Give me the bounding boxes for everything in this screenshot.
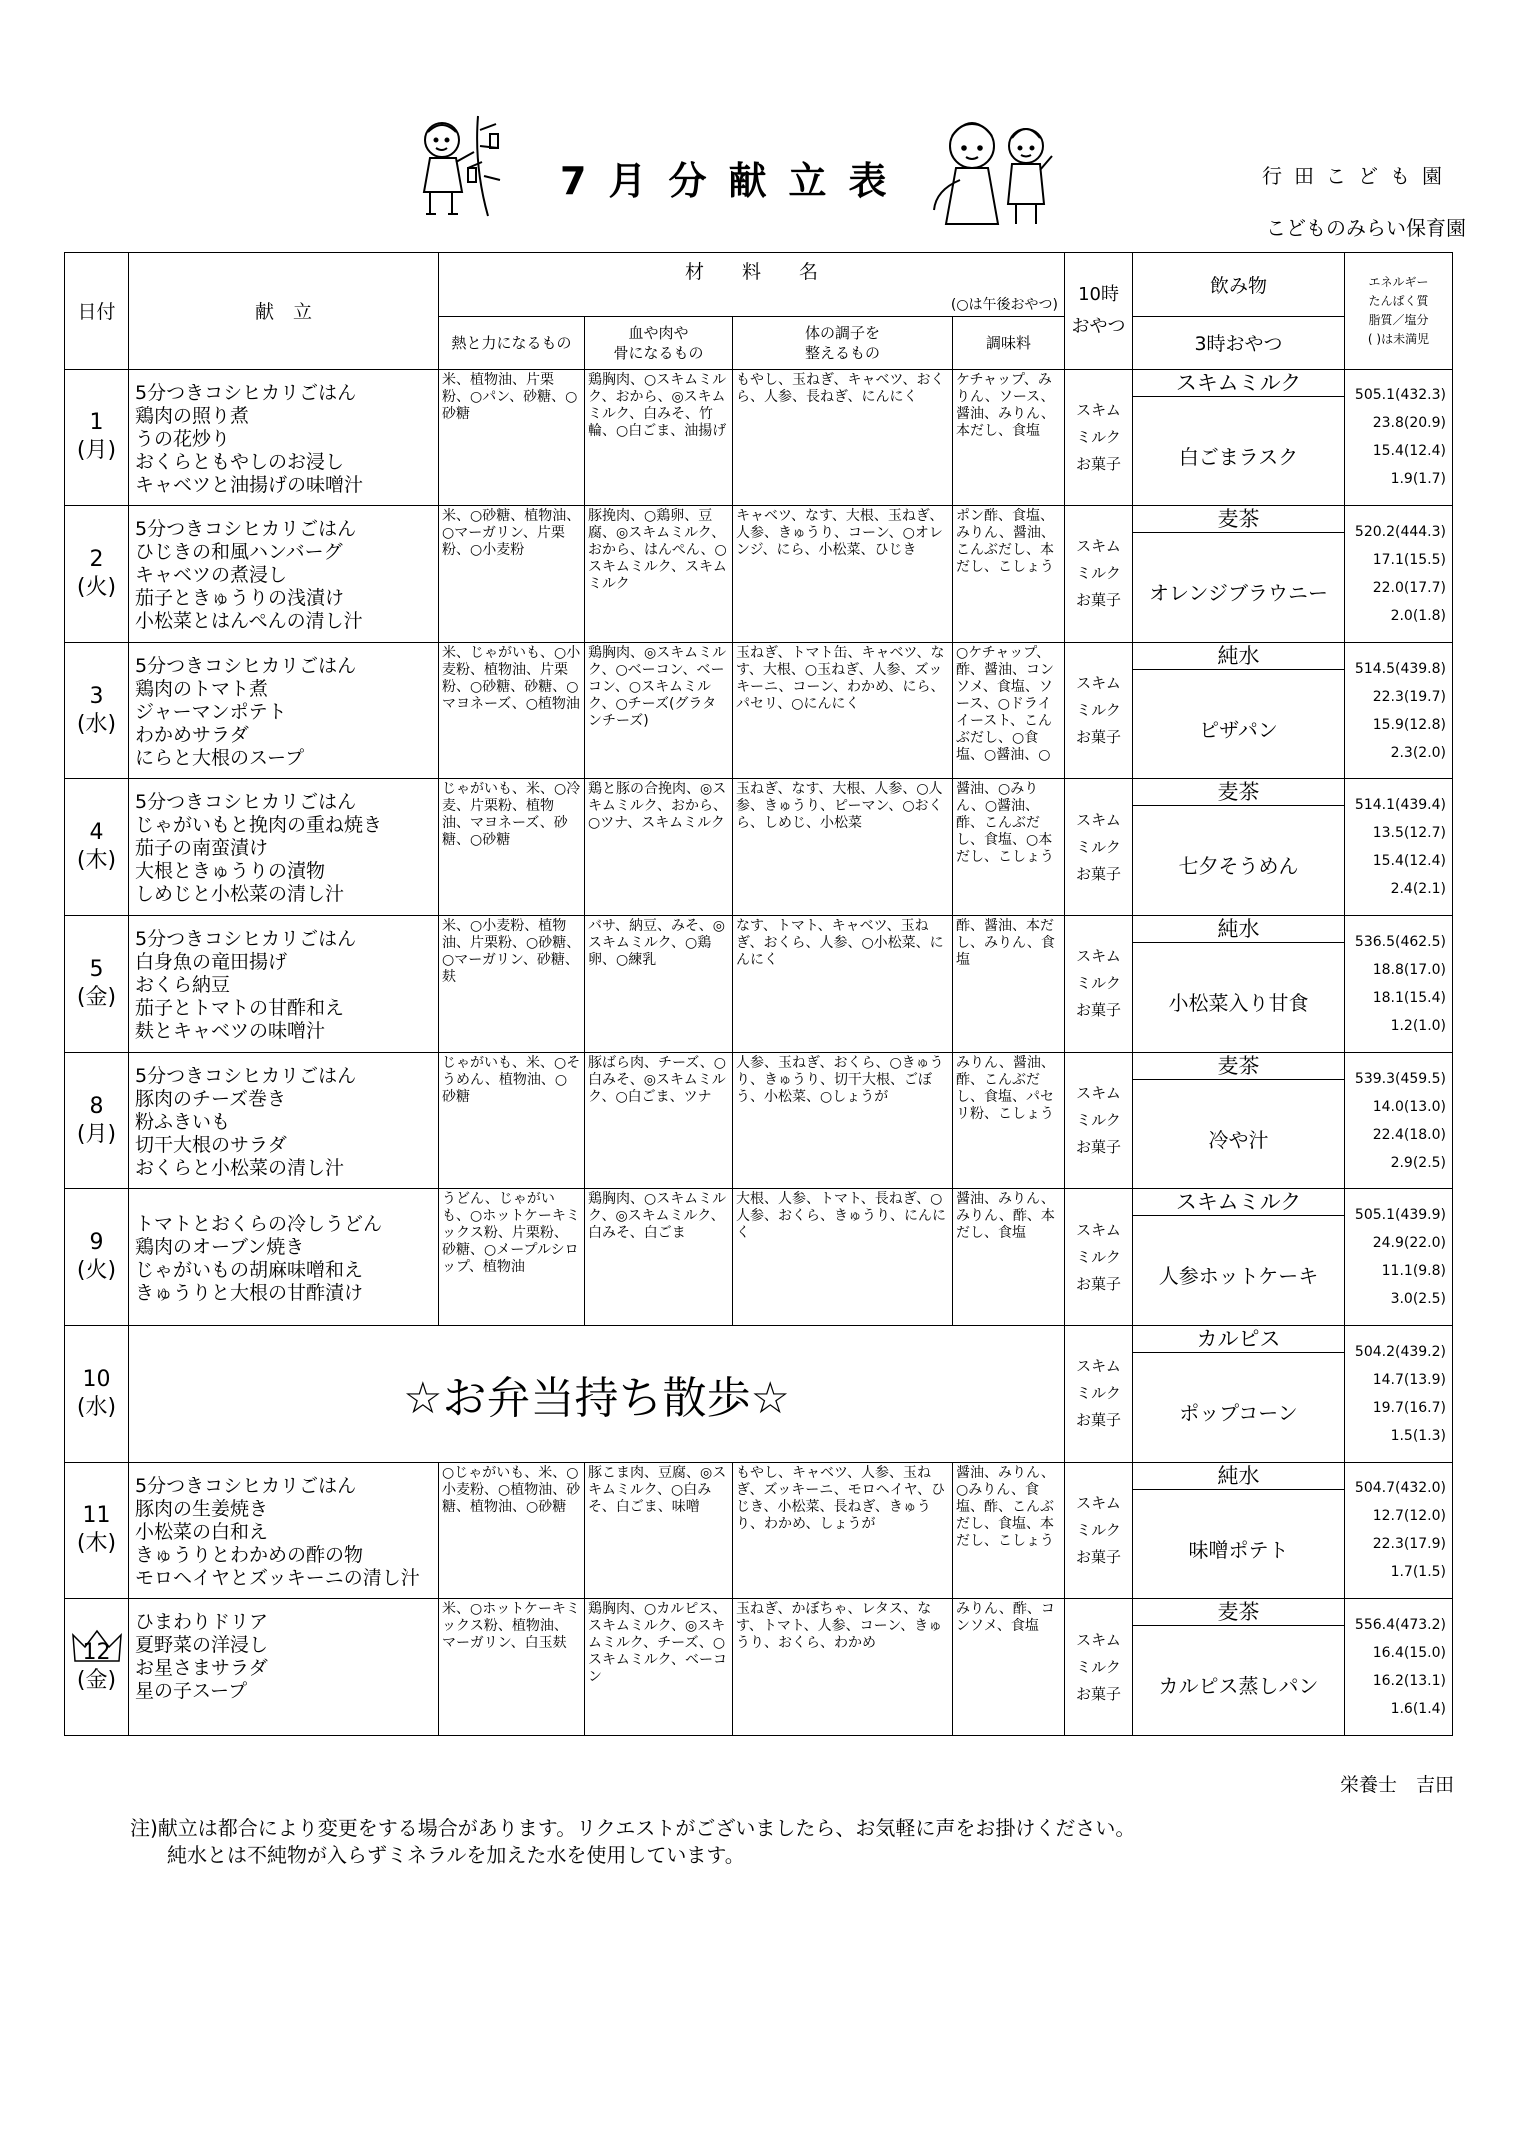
salt-value: 2.3(2.0) (1390, 744, 1447, 761)
dish: 大根ときゅうりの漬物 (135, 860, 326, 883)
day-number: 1 (89, 410, 104, 436)
body-ingredients: バサ、納豆、みそ、◎スキムミルク、○鶏卵、○練乳 (585, 916, 733, 1053)
day-of-week: (火) (76, 1258, 117, 1284)
dish: 星の子スープ (135, 1680, 248, 1703)
day-of-week: (金) (76, 984, 117, 1010)
table-row (65, 506, 1453, 643)
drink: 純水 (1133, 643, 1344, 670)
header-nutrition (1345, 253, 1453, 370)
dish: じゃがいもの胡麻味噌和え (135, 1259, 364, 1282)
nutrition-cell (1345, 642, 1453, 779)
date-cell (65, 1326, 129, 1463)
page-title: 7月分献立表 (560, 159, 909, 203)
energy-ingredients: 米、○砂糖、植物油、○マーガリン、片栗粉、○小麦粉 (439, 506, 585, 643)
energy-value: 504.2(439.2) (1354, 1343, 1447, 1360)
energy-ingredients: 米、○小麦粉、植物油、片栗粉、○砂糖、○マーガリン、砂糖、麸 (439, 916, 585, 1053)
drink-snack-cell (1133, 1599, 1345, 1736)
dish: トマトとおくらの冷しうどん (135, 1213, 383, 1236)
dish-list (129, 642, 439, 779)
snack10-cell (1065, 779, 1133, 916)
dish: 5分つきコシヒカリごはん (135, 381, 357, 404)
dish: キャベツの煮浸し (135, 564, 288, 587)
dish-list (129, 1599, 439, 1736)
header-snack10-1: 10時 (1078, 283, 1119, 305)
dish: 5分つきコシヒカリごはん (135, 928, 357, 951)
protein-value: 18.8(17.0) (1372, 961, 1447, 978)
drink: 麦茶 (1133, 1053, 1344, 1080)
nutrition-cell (1345, 916, 1453, 1053)
header-body-food (585, 317, 733, 369)
snack3: ポップコーン (1179, 1401, 1298, 1426)
fat-value: 15.4(12.4) (1372, 443, 1447, 460)
salt-value: 1.9(1.7) (1390, 471, 1447, 488)
energy-ingredients: ○じゃがいも、米、○小麦粉、○植物油、砂糖、植物油、○砂糖 (439, 1462, 585, 1599)
energy-ingredients: 米、じゃがいも、○小麦粉、植物油、片栗粉、○砂糖、砂糖、○マヨネーズ、○植物油 (439, 642, 585, 779)
drink: スキムミルク (1133, 1189, 1344, 1216)
drink-snack-cell (1133, 1189, 1345, 1326)
dish: 白身魚の竜田揚げ (135, 951, 288, 974)
snack10-line: お菓子 (1076, 1138, 1122, 1157)
snack10-line: ミルク (1076, 1520, 1121, 1539)
day-number: 11 (82, 1503, 111, 1529)
snack10-cell (1065, 1189, 1133, 1326)
snack3: 小松菜入り甘食 (1168, 991, 1309, 1016)
body-ingredients: 鶏胸肉、○カルピス、スキムミルク、◎スキムミルク、チーズ、○スキムミルク、ベーコン (585, 1599, 733, 1736)
table-row (65, 642, 1453, 779)
protein-value: 23.8(20.9) (1372, 415, 1447, 432)
table-row (65, 916, 1453, 1053)
drink: 麦茶 (1133, 1599, 1344, 1626)
nutrition-cell (1345, 1462, 1453, 1599)
dish: わかめサラダ (135, 723, 249, 746)
dish: しめじと小松菜の清し汁 (135, 883, 345, 906)
snack10-line: ミルク (1076, 974, 1121, 993)
energy-value: 536.5(462.5) (1354, 933, 1447, 950)
date-cell (65, 506, 129, 643)
header-drink: 飲み物 (1133, 253, 1345, 317)
date-cell (65, 1189, 129, 1326)
salt-value: 1.5(1.3) (1390, 1427, 1447, 1444)
date-cell (65, 1599, 129, 1736)
snack10-cell (1065, 916, 1133, 1053)
snack10-line: ミルク (1076, 1657, 1121, 1676)
nutrition-cell (1345, 1052, 1453, 1189)
fat-value: 22.4(18.0) (1372, 1126, 1447, 1143)
energy-value: 504.7(432.0) (1354, 1480, 1447, 1497)
snack10-line: お菓子 (1076, 454, 1122, 473)
dish: 切干大根のサラダ (135, 1133, 287, 1156)
nutrition-cell (1345, 369, 1453, 506)
table-row (65, 1599, 1453, 1736)
orihime-hikoboshi-illustration (930, 110, 1060, 230)
drink: カルピス (1133, 1326, 1344, 1353)
energy-value: 505.1(432.3) (1354, 387, 1447, 404)
day-of-week: (金) (76, 1668, 117, 1694)
dish: 夏野菜の洋浸し (135, 1634, 269, 1657)
snack10-line: お菓子 (1076, 1001, 1122, 1020)
fat-value: 19.7(16.7) (1372, 1399, 1447, 1416)
seasonings: ポン酢、食塩、みりん、醤油、こんぶだし、本だし、こしょう (953, 506, 1065, 643)
snack10-line: スキム (1076, 810, 1121, 829)
snack10-line: ミルク (1076, 427, 1121, 446)
snack10-line: お菓子 (1076, 864, 1122, 883)
dish-list (129, 1189, 439, 1326)
dish: 小松菜とはんぺんの清し汁 (135, 610, 363, 633)
header-energy-food: 熱と力になるもの (439, 317, 585, 369)
energy-ingredients: じゃがいも、米、○冷麦、片栗粉、植物油、マヨネーズ、砂糖、○砂糖 (439, 779, 585, 916)
header-materials-label: 材 料 名 (685, 261, 819, 283)
tone-ingredients: 玉ねぎ、トマト缶、キャベツ、なす、大根、○玉ねぎ、人参、ズッキーニ、コーン、わかめ、にら、パセリ、○にんにく (733, 642, 953, 779)
salt-value: 1.6(1.4) (1390, 1701, 1447, 1718)
snack3: ピザパン (1199, 717, 1278, 742)
drink-snack-cell (1133, 369, 1345, 506)
table-row (65, 369, 1453, 506)
dish-list (129, 1052, 439, 1189)
day-number: 2 (89, 546, 104, 572)
snack10-line: スキム (1076, 1630, 1121, 1649)
tanabata-children-illustration (400, 110, 520, 230)
dish-list (129, 779, 439, 916)
salt-value: 1.7(1.5) (1390, 1564, 1447, 1581)
fat-value: 15.4(12.4) (1372, 853, 1447, 870)
menu-table (64, 252, 1453, 1736)
dish: うの花炒り (135, 427, 231, 450)
dish: 5分つきコシヒカリごはん (135, 654, 357, 677)
nutrition-cell (1345, 1189, 1453, 1326)
snack10-line: スキム (1076, 947, 1121, 966)
energy-value: 505.1(439.9) (1354, 1207, 1447, 1224)
tone-ingredients: もやし、玉ねぎ、キャベツ、おくら、人参、長ねぎ、にんにく (733, 369, 953, 506)
day-number: 9 (89, 1230, 104, 1256)
snack10-cell (1065, 369, 1133, 506)
snack10-line: ミルク (1076, 1384, 1121, 1403)
snack3: 味噌ポテト (1188, 1537, 1289, 1562)
header-materials (439, 253, 1065, 317)
snack10-cell (1065, 1599, 1133, 1736)
dish: 鶏肉のオーブン焼き (135, 1236, 305, 1259)
table-row (65, 1326, 1453, 1463)
snack10-line: お菓子 (1076, 1274, 1122, 1293)
dish: じゃがいもと挽肉の重ね焼き (135, 814, 383, 837)
snack10-line: ミルク (1076, 701, 1121, 720)
body-ingredients: 豚挽肉、○鶏卵、豆腐、◎スキムミルク、おから、はんぺん、○スキムミルク、スキムミルク (585, 506, 733, 643)
dish: 粉ふきいも (135, 1110, 231, 1133)
energy-value: 514.1(439.4) (1354, 797, 1447, 814)
snack3: 白ごまラスク (1178, 444, 1299, 469)
day-number: 12 (82, 1640, 111, 1666)
snack10-cell (1065, 1326, 1133, 1463)
body-ingredients: 豚こま肉、豆腐、◎スキムミルク、○白みそ、白ごま、味噌 (585, 1462, 733, 1599)
table-row (65, 1052, 1453, 1189)
drink: スキムミルク (1133, 370, 1344, 397)
nutrition-cell (1345, 1326, 1453, 1463)
dish: 鶏肉の照り煮 (135, 404, 250, 427)
salt-value: 2.0(1.8) (1390, 607, 1447, 624)
note-line-2: 純水とは不純物が入らずミネラルを加えた水を使用しています。 (167, 1843, 745, 1867)
seasonings: ケチャップ、みりん、ソース、醤油、みりん、本だし、食塩 (953, 369, 1065, 506)
header-tone-food (733, 317, 953, 369)
dish: きゅうりとわかめの酢の物 (135, 1543, 364, 1566)
dish: 5分つきコシヒカリごはん (135, 791, 357, 814)
snack10-line: スキム (1076, 537, 1121, 556)
fat-value: 16.2(13.1) (1372, 1673, 1447, 1690)
header-nutrition-3: 脂質／塩分 (1368, 312, 1429, 327)
dish: にらと大根のスープ (135, 746, 305, 769)
seasonings: 醤油、○みりん、○醤油、酢、こんぶだし、食塩、○本だし、こしょう (953, 779, 1065, 916)
header-snack10-2: おやつ (1071, 315, 1126, 337)
drink-snack-cell (1133, 779, 1345, 916)
dish: 5分つきコシヒカリごはん (135, 1064, 357, 1087)
body-ingredients: 鶏胸肉、◎スキムミルク、○ベーコン、ベーコン、○スキムミルク、○チーズ(グラタンチーズ) (585, 642, 733, 779)
tone-ingredients: なす、トマト、キャベツ、玉ねぎ、おくら、人参、○小松菜、にんにく (733, 916, 953, 1053)
fat-value: 11.1(9.8) (1381, 1263, 1447, 1280)
protein-value: 17.1(15.5) (1372, 551, 1447, 568)
snack10-line: お菓子 (1076, 728, 1122, 747)
fat-value: 22.3(17.9) (1372, 1536, 1447, 1553)
snack3: 七夕そうめん (1178, 854, 1299, 879)
protein-value: 24.9(22.0) (1372, 1235, 1447, 1252)
snack10-cell (1065, 1462, 1133, 1599)
dish: ジャーマンポテト (135, 700, 287, 723)
body-ingredients: 鶏胸肉、○スキムミルク、おから、◎スキムミルク、白みそ、竹輪、○白ごま、油揚げ (585, 369, 733, 506)
dish-list (129, 916, 439, 1053)
energy-value: 539.3(459.5) (1354, 1070, 1447, 1087)
dish: キャベツと油揚げの味噌汁 (135, 473, 364, 496)
energy-value: 520.2(444.3) (1354, 523, 1447, 540)
dish: ひじきの和風ハンバーグ (135, 541, 343, 564)
energy-ingredients: うどん、じゃがいも、○ホットケーキミックス粉、片栗粉、砂糖、○メープルシロップ、植物油 (439, 1189, 585, 1326)
drink-snack-cell (1133, 642, 1345, 779)
drink: 麦茶 (1133, 779, 1344, 806)
snack10-cell (1065, 506, 1133, 643)
dish: 小松菜の白和え (135, 1520, 269, 1543)
protein-value: 13.5(12.7) (1372, 825, 1447, 842)
header-body-food-2: 骨になるもの (613, 343, 704, 362)
tone-ingredients: 人参、玉ねぎ、おくら、○きゅうり、きゅうり、切干大根、ごぼう、小松菜、○しょうが (733, 1052, 953, 1189)
dish: 豚肉のチーズ巻き (135, 1087, 287, 1110)
snack10-line: ミルク (1076, 837, 1121, 856)
snack10-line: お菓子 (1076, 1411, 1122, 1430)
seasonings: 醤油、みりん、みりん、酢、本だし、食塩 (953, 1189, 1065, 1326)
dish: 茄子とトマトの甘酢和え (135, 997, 345, 1020)
day-of-week: (月) (76, 1121, 117, 1147)
header-menu: 献 立 (129, 253, 439, 370)
dish: 豚肉の生姜焼き (135, 1497, 269, 1520)
header-nutrition-2: たんぱく質 (1368, 293, 1429, 308)
protein-value: 22.3(19.7) (1372, 688, 1447, 705)
table-row (65, 1189, 1453, 1326)
body-ingredients: 豚ばら肉、チーズ、○白みそ、◎スキムミルク、○白ごま、ツナ (585, 1052, 733, 1189)
protein-value: 14.0(13.0) (1372, 1098, 1447, 1115)
dish-list (129, 1462, 439, 1599)
snack10-line: ミルク (1076, 1111, 1121, 1130)
tone-ingredients: キャベツ、なす、大根、玉ねぎ、人参、きゅうり、コーン、○オレンジ、にら、小松菜、ひじき (733, 506, 953, 643)
dish: きゅうりと大根の甘酢漬け (135, 1282, 364, 1305)
drink: 純水 (1133, 1463, 1344, 1490)
dish: 5分つきコシヒカリごはん (135, 1474, 357, 1497)
day-number: 3 (89, 683, 104, 709)
date-cell (65, 916, 129, 1053)
fat-value: 22.0(17.7) (1372, 579, 1447, 596)
header-nutrition-4: ( )は未満児 (1367, 331, 1430, 346)
date-cell (65, 779, 129, 916)
body-ingredients: 鶏胸肉、○スキムミルク、◎スキムミルク、白みそ、白ごま (585, 1189, 733, 1326)
dish: 麸とキャベツの味噌汁 (135, 1020, 326, 1043)
header-body-food-1: 血や肉や (628, 323, 689, 342)
dish-list (129, 506, 439, 643)
snack10-line: スキム (1076, 1220, 1121, 1239)
salt-value: 3.0(2.5) (1390, 1291, 1447, 1308)
dish: 茄子の南蛮漬け (135, 837, 269, 860)
snack10-cell (1065, 642, 1133, 779)
day-of-week: (月) (76, 438, 117, 464)
day-number: 8 (89, 1093, 104, 1119)
header-materials-note: (○は午後おやつ) (950, 297, 1059, 314)
nutritionist-signature: 栄養士 吉田 (1340, 1774, 1455, 1796)
day-of-week: (水) (76, 1394, 117, 1420)
energy-value: 556.4(473.2) (1354, 1617, 1447, 1634)
seasonings: ○ケチャップ、酢、醤油、コンソメ、食塩、ソース、○ドライイースト、こんぶだし、○食塩、○醤油、○ (953, 642, 1065, 779)
day-of-week: (木) (76, 1531, 117, 1557)
dish: ひまわりドリア (135, 1611, 269, 1634)
snack10-line: スキム (1076, 400, 1121, 419)
header-snack3: 3時おやつ (1133, 317, 1345, 369)
org-name-secondary: こどものみらい保育園 (1266, 216, 1466, 240)
protein-value: 16.4(15.0) (1372, 1645, 1447, 1662)
seasonings: みりん、酢、コンソメ、食塩 (953, 1599, 1065, 1736)
snack10-line: お菓子 (1076, 591, 1122, 610)
dish: 5分つきコシヒカリごはん (135, 518, 357, 541)
tone-ingredients: 大根、人参、トマト、長ねぎ、○人参、おくら、きゅうり、にんにく (733, 1189, 953, 1326)
drink-snack-cell (1133, 1052, 1345, 1189)
drink: 純水 (1133, 916, 1344, 943)
nutrition-cell (1345, 779, 1453, 916)
header-tone-food-1: 体の調子を (804, 323, 880, 342)
dish: おくらと小松菜の清し汁 (135, 1156, 345, 1179)
tone-ingredients: 玉ねぎ、なす、大根、人参、○人参、きゅうり、ピーマン、○おくら、しめじ、小松菜 (733, 779, 953, 916)
drink-snack-cell (1133, 506, 1345, 643)
salt-value: 2.9(2.5) (1390, 1154, 1447, 1171)
header-seasoning: 調味料 (953, 317, 1065, 369)
table-row (65, 1462, 1453, 1599)
snack10-line: スキム (1076, 1493, 1121, 1512)
energy-ingredients: じゃがいも、米、○そうめん、植物油、○砂糖 (439, 1052, 585, 1189)
snack10-line: スキム (1076, 674, 1121, 693)
header-nutrition-1: エネルギー (1368, 274, 1429, 289)
fat-value: 15.9(12.8) (1372, 716, 1447, 733)
dish: 鶏肉のトマト煮 (135, 677, 269, 700)
drink-snack-cell (1133, 1326, 1345, 1463)
protein-value: 12.7(12.0) (1372, 1508, 1447, 1525)
date-cell (65, 1462, 129, 1599)
seasonings: 醤油、みりん、○みりん、食塩、酢、こんぶだし、食塩、本だし、こしょう (953, 1462, 1065, 1599)
dish: おくら納豆 (135, 974, 231, 997)
snack3: カルピス蒸しパン (1158, 1674, 1319, 1699)
energy-value: 514.5(439.8) (1354, 660, 1447, 677)
tone-ingredients: 玉ねぎ、かぼちゃ、レタス、なす、トマト、人参、コーン、きゅうり、おくら、わかめ (733, 1599, 953, 1736)
day-of-week: (木) (76, 848, 117, 874)
snack3: 人参ホットケーキ (1158, 1264, 1319, 1289)
footer-note (130, 1815, 1135, 1869)
snack10-line: お菓子 (1076, 1684, 1122, 1703)
dish-list (129, 369, 439, 506)
seasonings: みりん、醤油、酢、こんぶだし、食塩、パセリ粉、こしょう (953, 1052, 1065, 1189)
snack10-cell (1065, 1052, 1133, 1189)
energy-ingredients: 米、○ホットケーキミックス粉、植物油、マーガリン、白玉麸 (439, 1599, 585, 1736)
salt-value: 2.4(2.1) (1390, 881, 1447, 898)
snack10-line: ミルク (1076, 564, 1121, 583)
date-cell (65, 369, 129, 506)
drink-snack-cell (1133, 1462, 1345, 1599)
snack10-line: ミルク (1076, 1247, 1121, 1266)
day-number: 10 (82, 1366, 111, 1392)
bento-walk-banner: ☆お弁当持ち散歩☆ (129, 1326, 1065, 1463)
day-of-week: (火) (76, 574, 117, 600)
snack3: 冷や汁 (1208, 1127, 1269, 1152)
table-row (65, 779, 1453, 916)
header-date: 日付 (65, 253, 129, 370)
header-tone-food-2: 整えるもの (804, 343, 880, 362)
note-line-1: 注)献立は都合により変更をする場合があります。リクエストがございましたら、お気軽に声をお掛けください。 (130, 1816, 1136, 1840)
salt-value: 1.2(1.0) (1390, 1017, 1447, 1034)
date-cell (65, 642, 129, 779)
dish: モロヘイヤとズッキーニの清し汁 (135, 1566, 420, 1589)
nutrition-cell (1345, 506, 1453, 643)
seasonings: 酢、醤油、本だし、みりん、食塩 (953, 916, 1065, 1053)
header-snack10 (1065, 253, 1133, 370)
dish: 茄子ときゅうりの浅漬け (135, 587, 345, 610)
day-of-week: (水) (76, 711, 117, 737)
date-cell (65, 1052, 129, 1189)
day-number: 4 (89, 820, 104, 846)
snack10-line: スキム (1076, 1357, 1121, 1376)
body-ingredients: 鶏と豚の合挽肉、◎スキムミルク、おから、○ツナ、スキムミルク (585, 779, 733, 916)
org-name-primary: 行田こども園 (1262, 164, 1454, 188)
tone-ingredients: もやし、キャベツ、人参、玉ねぎ、ズッキーニ、モロヘイヤ、ひじき、小松菜、長ねぎ、きゅうり、わかめ、しょうが (733, 1462, 953, 1599)
dish: お星さまサラダ (135, 1657, 268, 1680)
dish: おくらともやしのお浸し (135, 450, 345, 473)
drink-snack-cell (1133, 916, 1345, 1053)
energy-ingredients: 米、植物油、片栗粉、○パン、砂糖、○砂糖 (439, 369, 585, 506)
protein-value: 14.7(13.9) (1372, 1371, 1447, 1388)
nutrition-cell (1345, 1599, 1453, 1736)
snack3: オレンジブラウニー (1149, 581, 1329, 606)
day-number: 5 (89, 956, 104, 982)
fat-value: 18.1(15.4) (1372, 989, 1447, 1006)
drink: 麦茶 (1133, 506, 1344, 533)
snack10-line: お菓子 (1076, 1547, 1122, 1566)
snack10-line: スキム (1076, 1084, 1121, 1103)
